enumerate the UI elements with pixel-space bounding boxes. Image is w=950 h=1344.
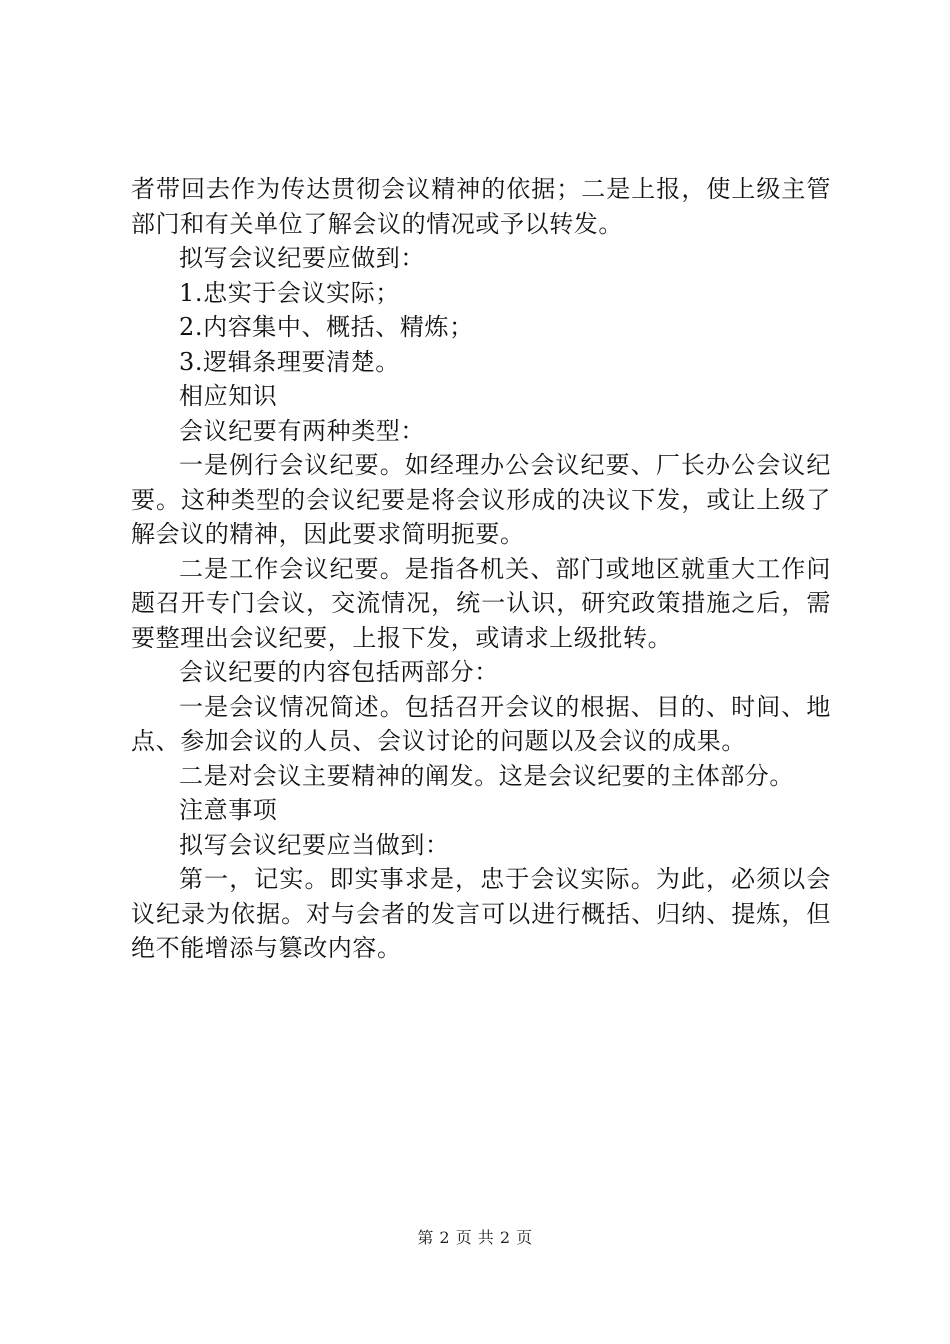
paragraph-7: 会议纪要有两种类型：: [179, 416, 425, 445]
paragraph-12: 二是对会议主要精神的阐发。这是会议纪要的主体部分。: [179, 761, 794, 790]
paragraph-3: 1.忠实于会议实际；: [179, 278, 400, 307]
paragraph-10: 会议纪要的内容包括两部分：: [179, 658, 499, 686]
paragraph-14: 拟写会议纪要应当做到：: [179, 830, 450, 859]
paragraph-2: 拟写会议纪要应做到：: [179, 244, 425, 272]
document-body: [131, 172, 831, 966]
paragraph-8: 一是例行会议纪要。如经理办公会议纪要、厂长办公会议纪要。这种类型的会议纪要是将会议形成的决议下发，或让上级了解会议的精神，因此要求简明扼要。: [131, 451, 831, 548]
paragraph-9: 二是工作会议纪要。是指各机关、部门或地区就重大工作问题召开专门会议，交流情况，统一认识，研究政策措施之后，需要整理出会议纪要，上报下发，或请求上级批转。: [131, 554, 831, 652]
paragraph-11: 一是会议情况简述。包括召开会议的根据、目的、时间、地点、参加会议的人员、会议讨论的问题以及会议的成果。: [131, 692, 831, 755]
section-heading-related-knowledge: 相应知识: [179, 382, 278, 410]
page-number-footer: 第 2 页 共 2 页: [417, 1228, 533, 1247]
paragraph-5: 3.逻辑条理要清楚。: [179, 347, 400, 376]
section-heading-notes: 注意事项: [179, 796, 278, 824]
paragraph-15: 第一，记实。即实事求是，忠于会议实际。为此，必须以会议纪录为依据。对与会者的发言可以进行概括、归纳、提炼，但绝不能增添与篡改内容。: [131, 865, 831, 962]
paragraph-4: 2.内容集中、概括、精炼；: [179, 313, 474, 341]
paragraph-1: 者带回去作为传达贯彻会议精神的依据；二是上报，使上级主管部门和有关单位了解会议的情况或予以转发。: [131, 175, 831, 238]
